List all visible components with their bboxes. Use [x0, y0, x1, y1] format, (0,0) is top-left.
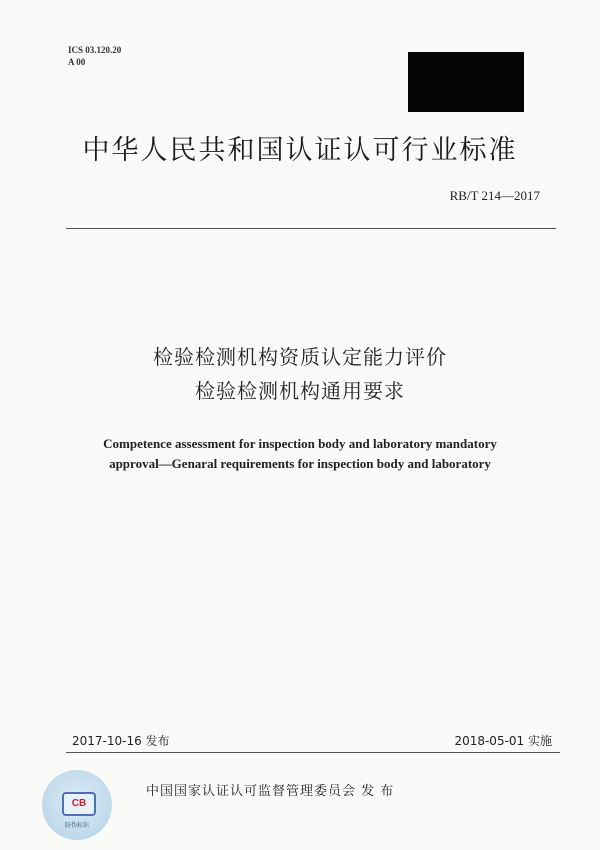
redacted-block [408, 52, 524, 112]
publisher-line: 中国国家认证认可监督管理委员会 发 布 [146, 784, 395, 799]
chinese-title-line2: 检验检测机构通用要求 [195, 379, 405, 403]
english-title-line1: Competence assessment for inspection body and laboratory mandatory [103, 436, 497, 451]
classification-codes [68, 44, 121, 68]
issue-date: 2017-10-16 发布 [72, 734, 170, 748]
standard-number: RB/T 214—2017 [449, 188, 540, 203]
seal-badge: CB [62, 792, 96, 816]
anti-counterfeit-seal-icon [42, 770, 112, 840]
seal-caption: 防伪标识 [64, 822, 89, 829]
chinese-title [0, 340, 600, 408]
chinese-title-line1: 检验检测机构资质认定能力评价 [153, 345, 447, 369]
implementation-date: 2018-05-01 实施 [454, 734, 552, 748]
english-title [0, 434, 600, 474]
ccs-code: A 00 [68, 57, 86, 67]
ics-code: ICS 03.120.20 [68, 45, 122, 55]
top-divider [66, 228, 556, 229]
bottom-divider [66, 752, 560, 753]
english-title-line2: approval—Genaral requirements for inspection body and laboratory [109, 456, 491, 471]
standard-category-title: 中华人民共和国认证认可行业标准 [82, 135, 518, 166]
